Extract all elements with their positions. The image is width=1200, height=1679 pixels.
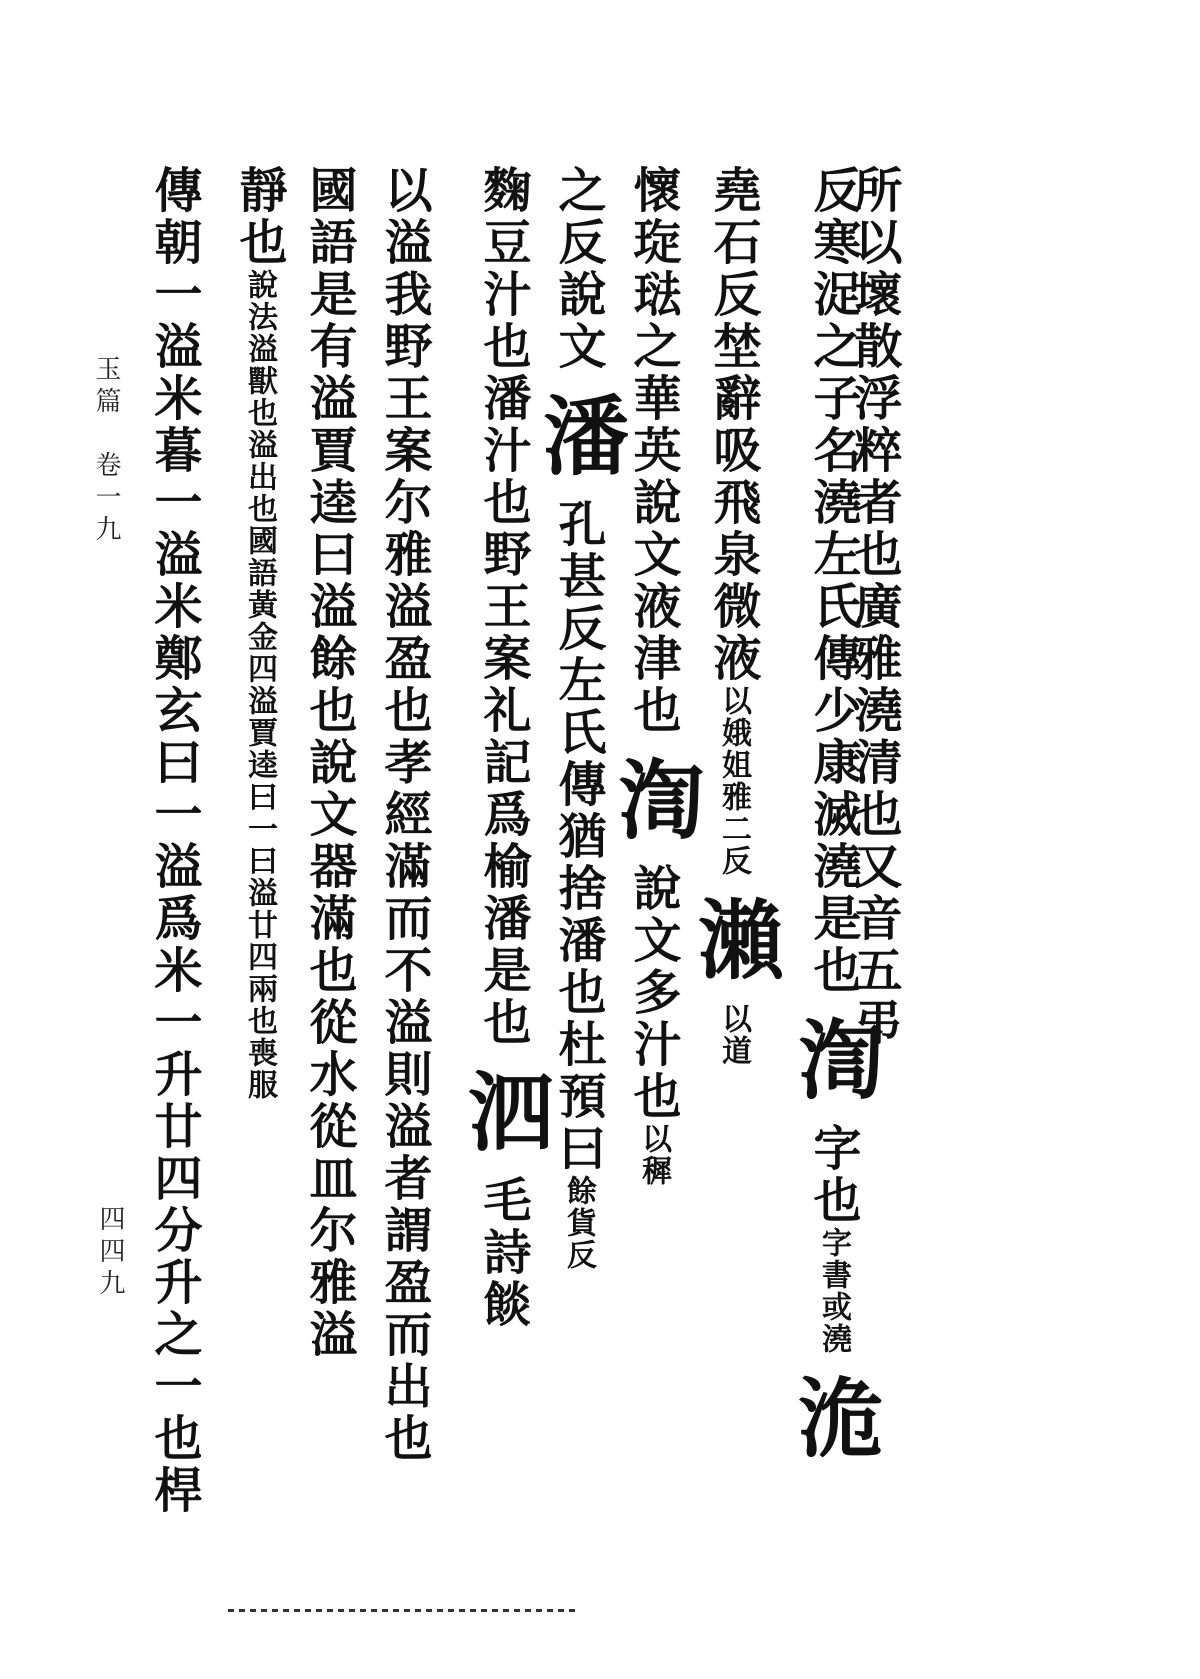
scan-artifact-line (228, 1609, 578, 1612)
book-title-margin: 玉篇 卷一九 (91, 355, 121, 547)
head-character: 潘 (528, 391, 629, 481)
column-text: 孔甚反左氏傳猶捨潘也杜預曰 (550, 499, 606, 1175)
column-text: 靜也 (231, 165, 287, 269)
head-character: 渹 (783, 1015, 884, 1105)
column-text: 法溢獸也溢出也國語黃金四溢賈逵曰一曰溢廿四兩也喪服 (242, 301, 277, 1101)
column-text: 反寒浞之子名澆左氏傳少康滅澆是也 (805, 165, 861, 997)
column-text: 毛詩餤 (475, 1175, 531, 1331)
head-character: 渹 (603, 755, 704, 845)
column-text: 之反說文 (550, 165, 606, 373)
column-text: 國語是有溢賈逵曰溢餘也說文器滿也從水從皿尔雅溢 (301, 165, 357, 1361)
column-text: 以穉 (636, 1123, 671, 1187)
text-column (603, 165, 704, 1187)
column-text: 懷琁琺之華英說文液津也 (625, 165, 681, 737)
column-text: 餘貨反 (561, 1175, 596, 1271)
column-text: 潘汁也野王案礼記爲榆潘是也 (475, 373, 531, 1049)
text-column (683, 165, 784, 1067)
text-column (453, 165, 554, 1331)
text-column (146, 165, 202, 1517)
head-character: 洈 (783, 1373, 884, 1463)
page-number: 四四九 (95, 1205, 125, 1301)
head-character: 瀨 (683, 895, 784, 985)
text-column (231, 165, 287, 1101)
text-column (376, 165, 432, 1465)
column-text: 字也 (805, 1123, 861, 1227)
column-text: 堯石反埜辭吸飛泉微液 (705, 165, 761, 685)
column-text: 字書或澆 (816, 1227, 851, 1355)
column-text: 所以壞散浮粹者也廣雅澆清也又音五弔 (846, 165, 902, 1049)
column-text: 以娥姐雅二反 (716, 685, 751, 877)
column-text: 說 (242, 269, 277, 301)
column-text: 說文多汁也 (625, 863, 681, 1123)
column-text: 麴豆汁也 (475, 165, 531, 373)
text-column (301, 165, 357, 1361)
text-column (783, 165, 884, 1481)
column-text: 以道 (716, 1003, 751, 1067)
column-text: 以溢我野王案尔雅溢盈也孝經滿而不溢則溢者謂盈而出也 (376, 165, 432, 1465)
head-character: 泗 (453, 1067, 554, 1157)
column-text: 傳朝一溢米暮一溢米鄭玄曰一溢爲米一升廿四分升之一也桿 (146, 165, 202, 1517)
